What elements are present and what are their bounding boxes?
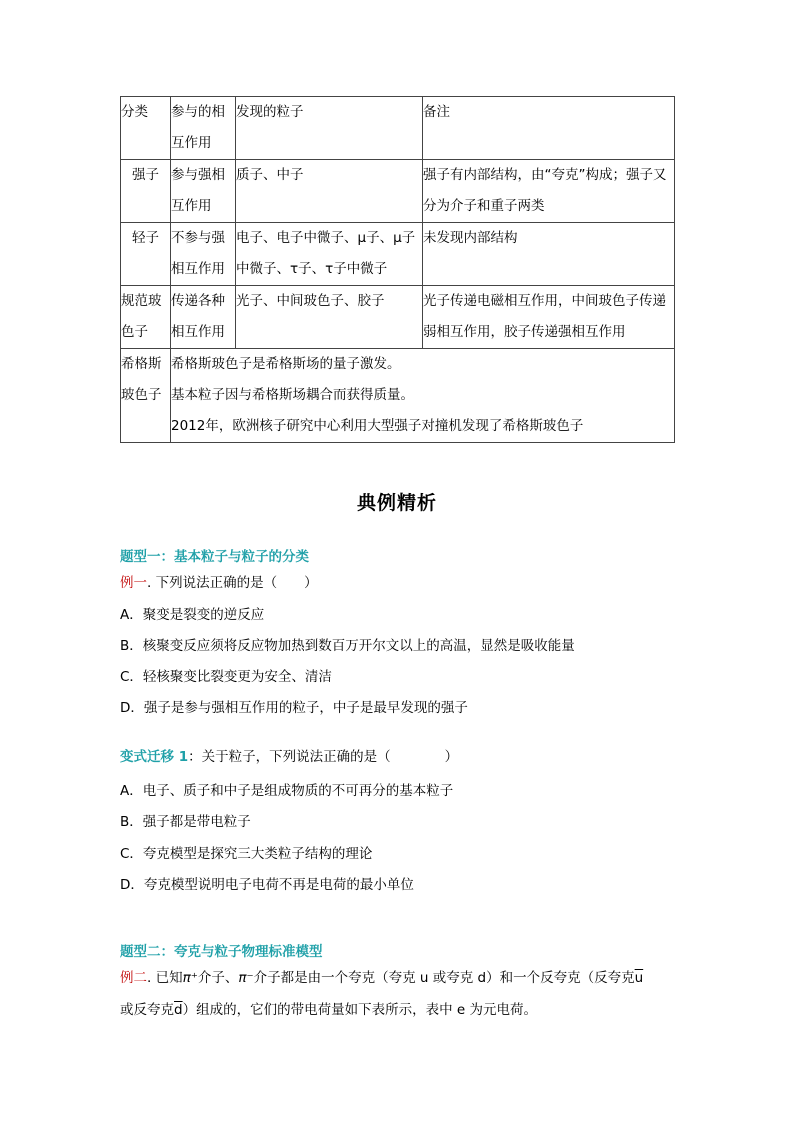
type1-heading: 题型一：基本粒子与粒子的分类	[120, 549, 309, 565]
example1-option-d: D．强子是参与强相互作用的粒子，中子是最早发现的强子	[120, 700, 468, 716]
table-row	[121, 160, 675, 223]
cell-note: 光子传递电磁相互作用，中间玻色子传递弱相互作用，胶子传递强相互作用	[423, 286, 675, 349]
header-cell-note: 备注	[423, 97, 675, 160]
cell-note: 强子有内部结构，由“夸克”构成；强子又分为介子和重子两类	[423, 160, 675, 223]
header-cell-interaction: 参与的相互作用	[171, 97, 236, 160]
header-cell-category: 分类	[121, 97, 171, 160]
table-row	[121, 223, 675, 286]
variant1-option-d: D．夸克模型说明电子电荷不再是电荷的最小单位	[120, 877, 414, 893]
cell-interaction: 参与强相互作用	[171, 160, 236, 223]
cell-particles: 光子、中间玻色子、胶子	[236, 286, 423, 349]
cell-category: 希格斯玻色子	[121, 349, 171, 443]
example2-line1: 例二. 已知π⁺介子、π⁻介子都是由一个夸克（夸克 u 或夸克 d）和一个反夸克（反夸克$\overline{u}$	[120, 970, 644, 986]
cell-interaction: 传递各种相互作用	[171, 286, 236, 349]
example1-stem: 例一. 下列说法正确的是（ ）	[120, 575, 318, 591]
example1-option-b: B．核聚变反应须将反应物加热到数百万开尔文以上的高温，显然是吸收能量	[120, 638, 575, 654]
cell-higgs-description: 希格斯玻色子是希格斯场的量子激发。 基本粒子因与希格斯场耦合而获得质量。 2012年，欧洲核子研究中心利用大型强子对撞机发现了希格斯玻色子	[171, 349, 675, 443]
section-title: 典例精析	[356, 492, 437, 514]
table-row	[121, 286, 675, 349]
example1-option-a: A．聚变是裂变的逆反应	[120, 607, 265, 623]
example1-label: 例一	[120, 575, 147, 591]
example2-line2: 或反夸克$\overline{d}$）组成的，它们的带电荷量如下表所示，表中 e 为元电荷。	[120, 1002, 537, 1018]
variant1-stem: 变式迁移 1：关于粒子，下列说法正确的是（ ）	[120, 749, 459, 765]
variant1-option-a: A．电子、质子和中子是组成物质的不可再分的基本粒子	[120, 783, 454, 799]
header-cell-particles: 发现的粒子	[236, 97, 423, 160]
table-header-row	[121, 97, 675, 160]
anti-u-symbol: $\overline{u}$	[634, 970, 644, 986]
variant1-option-c: C．夸克模型是探究三大类粒子结构的理论	[120, 846, 373, 862]
cell-particles: 电子、电子中微子、μ子、μ子中微子、τ子、τ子中微子	[236, 223, 423, 286]
table-row-higgs	[121, 349, 675, 443]
particle-classification-table	[120, 96, 675, 443]
cell-particles: 质子、中子	[236, 160, 423, 223]
variant1-option-b: B．强子都是带电粒子	[120, 814, 251, 830]
type2-heading: 题型二：夸克与粒子物理标准模型	[120, 944, 323, 960]
cell-interaction: 不参与强相互作用	[171, 223, 236, 286]
cell-category: 规范玻色子	[121, 286, 171, 349]
example2-label: 例二	[120, 970, 147, 986]
cell-note: 未发现内部结构	[423, 223, 675, 286]
anti-d-symbol: $\overline{d}$	[174, 1002, 183, 1018]
cell-category: 强子	[121, 160, 171, 223]
cell-category: 轻子	[121, 223, 171, 286]
example1-option-c: C．轻核聚变比裂变更为安全、清洁	[120, 669, 332, 685]
variant1-label: 变式迁移 1	[120, 749, 189, 765]
